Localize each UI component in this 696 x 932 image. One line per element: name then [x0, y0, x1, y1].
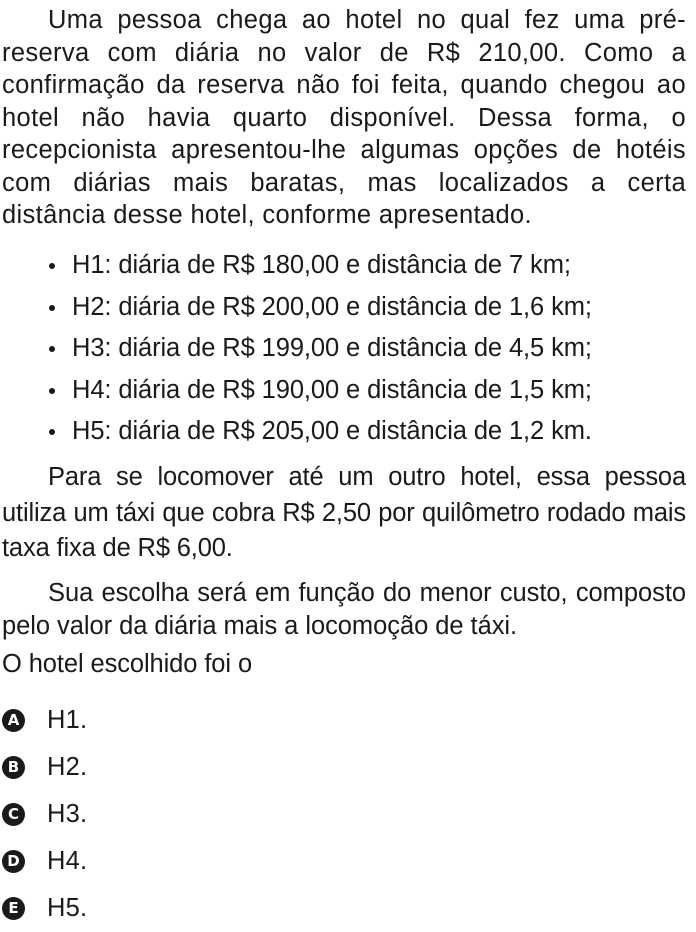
- option-letter-c-icon: C: [2, 803, 25, 826]
- option-letter-d-icon: D: [2, 850, 25, 873]
- bullet-icon: [49, 429, 55, 435]
- bullet-icon: [49, 305, 55, 311]
- option-letter-e-icon: E: [2, 897, 25, 920]
- hotel-options-list: [46, 249, 592, 457]
- hotel-item-text: H1: diária de R$ 180,00 e distância de 7 km;: [72, 251, 571, 279]
- answer-option-c[interactable]: [2, 791, 87, 838]
- option-text: H5.: [47, 894, 88, 922]
- bullet-icon: [49, 346, 55, 352]
- hotel-item-h5: [46, 415, 592, 457]
- hotel-item-h4: [46, 374, 592, 416]
- hotel-item-h1: [46, 249, 592, 291]
- option-letter-b-icon: B: [2, 756, 25, 779]
- answer-options: [2, 697, 87, 932]
- answer-option-b[interactable]: [2, 744, 87, 791]
- cost-criteria-paragraph: Sua escolha será em função do menor custo, composto pelo valor da diária mais a locomoção de táxi.: [2, 579, 686, 640]
- answer-option-a[interactable]: [2, 697, 87, 744]
- taxi-paragraph: Para se locomover até um outro hotel, essa pessoa utiliza um táxi que cobra R$ 2,50 por quilômetro rodado mais taxa fixa de R$ 6,00.: [2, 463, 686, 562]
- option-text: H3.: [47, 800, 88, 828]
- bullet-icon: [49, 388, 55, 394]
- option-letter-a-icon: A: [2, 709, 25, 732]
- question-prompt: O hotel escolhido foi o: [2, 650, 253, 678]
- hotel-item-text: H5: diária de R$ 205,00 e distância de 1,2 km.: [72, 417, 592, 445]
- bullet-icon: [49, 263, 55, 269]
- hotel-item-text: H3: diária de R$ 199,00 e distância de 4,5 km;: [72, 334, 592, 362]
- hotel-item-h2: [46, 291, 592, 333]
- hotel-item-text: H2: diária de R$ 200,00 e distância de 1,6 km;: [72, 292, 592, 321]
- question-intro-paragraph: Uma pessoa chega ao hotel no qual fez uma pré-reserva com diária no valor de R$ 210,00. Como a confirmação da reserva não foi feita, quando chegou ao hotel não havia quarto disponível. Dessa forma, o recepcionista apresentou-lhe algumas opções de hotéis com diárias mais baratas, mas localizados a certa distância desse hotel, conforme apresentado.: [2, 6, 686, 229]
- answer-option-e[interactable]: [2, 885, 87, 932]
- option-text: H4.: [47, 847, 88, 875]
- option-text: H1.: [47, 706, 88, 734]
- answer-option-d[interactable]: [2, 838, 87, 885]
- option-text: H2.: [47, 753, 88, 781]
- hotel-item-h3: [46, 332, 592, 374]
- hotel-item-text: H4: diária de R$ 190,00 e distância de 1,5 km;: [72, 375, 592, 404]
